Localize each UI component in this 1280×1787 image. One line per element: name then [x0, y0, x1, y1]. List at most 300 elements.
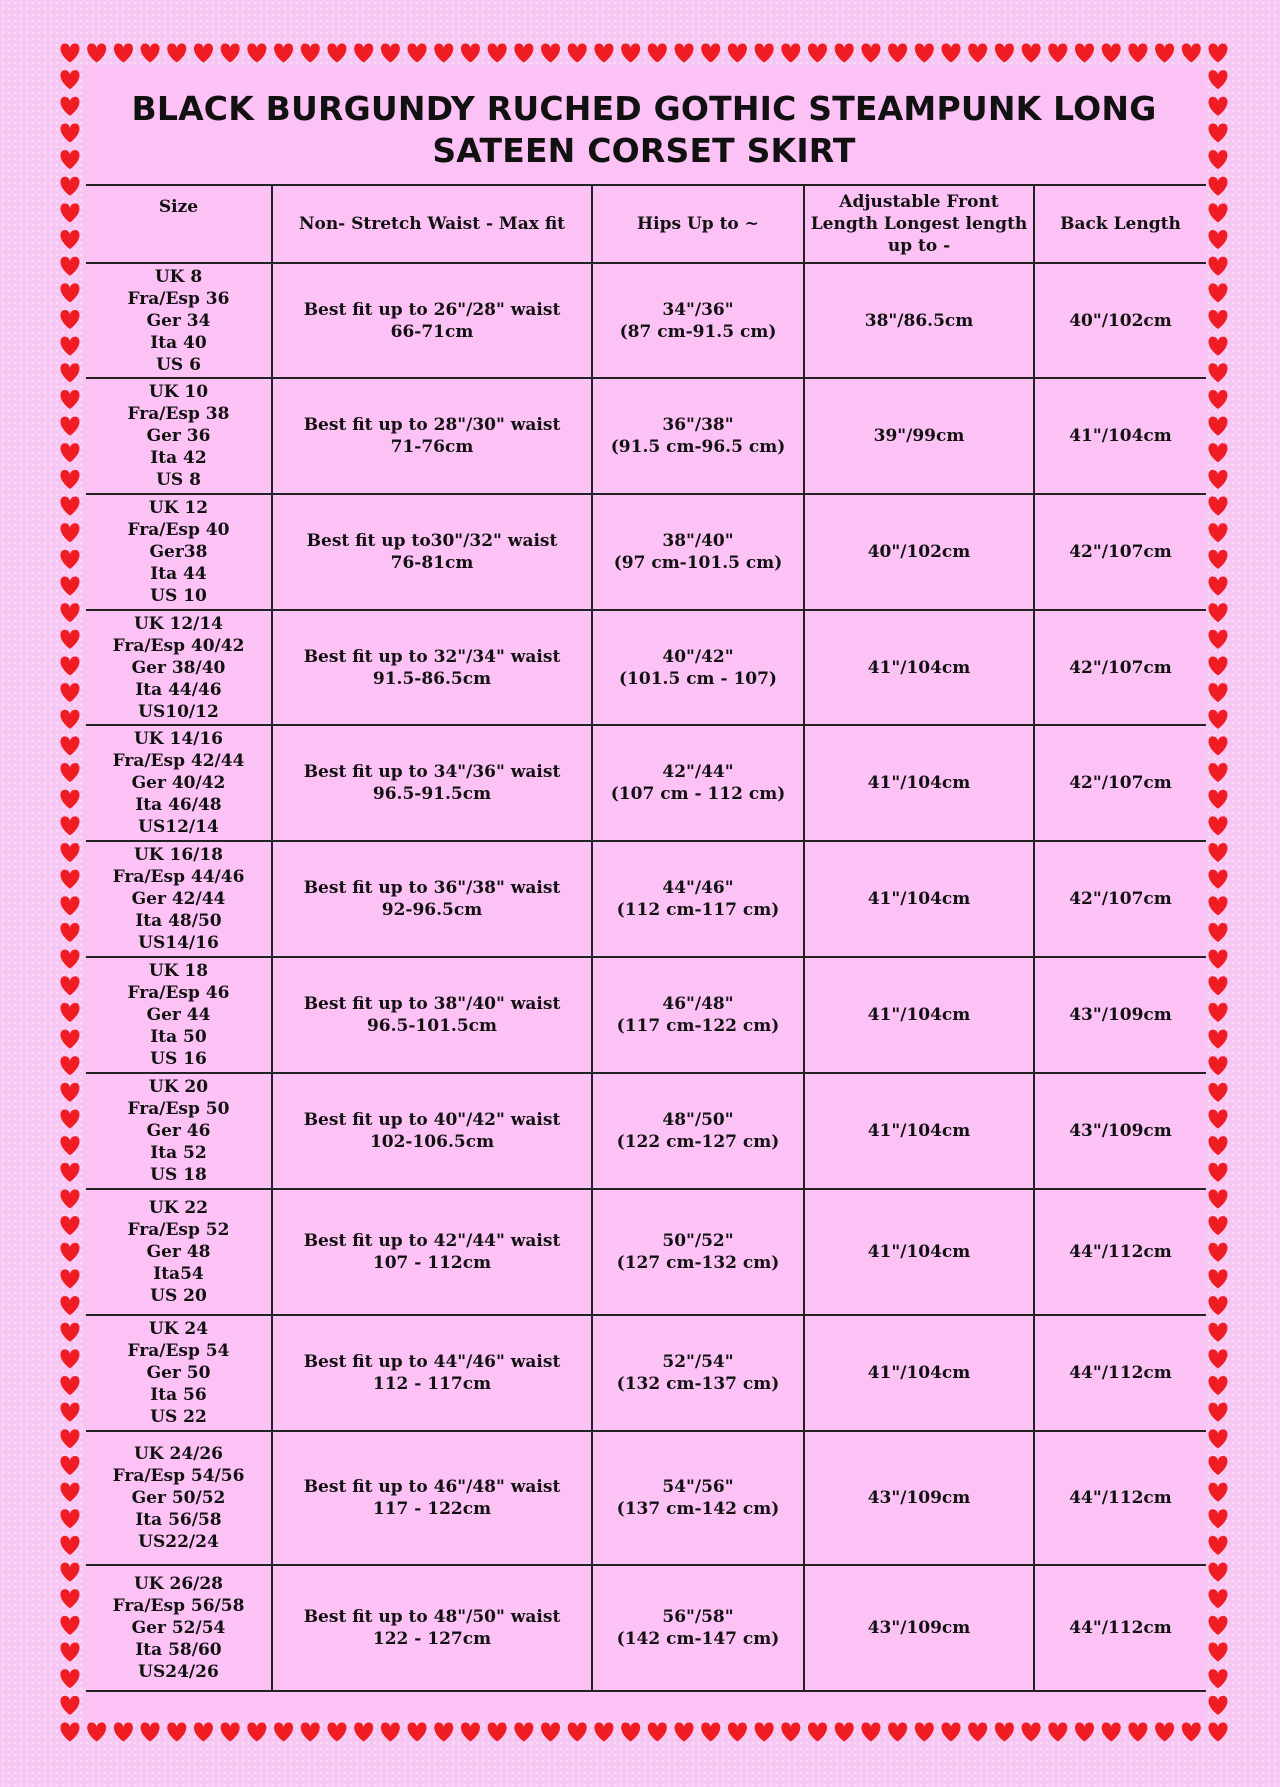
size-table	[86, 184, 1206, 1692]
heart-icon	[675, 1722, 694, 1741]
heart-icon	[1208, 150, 1227, 169]
heart-icon	[915, 1722, 934, 1741]
hips-cell	[592, 610, 804, 725]
size-cell	[86, 725, 272, 841]
heart-icon	[1208, 1003, 1227, 1022]
heart-icon	[354, 1722, 373, 1741]
size-label: UK 18	[148, 961, 209, 981]
heart-icon	[1208, 43, 1227, 62]
header-size: Size	[86, 185, 272, 263]
heart-icon	[247, 1722, 266, 1741]
header-waist: Non- Stretch Waist - Max fit	[272, 185, 592, 263]
hips-value: (87 cm-91.5 cm)	[619, 321, 777, 342]
heart-icon	[114, 1722, 133, 1741]
size-label: Fra/Esp 40/42	[112, 635, 245, 656]
waist-value: 92-96.5cm	[381, 900, 483, 920]
waist-value: 71-76cm	[390, 437, 474, 457]
waist-value: 76-81cm	[390, 553, 474, 573]
hips-cell	[592, 725, 804, 841]
heart-icon	[60, 443, 79, 462]
size-label: Ita 56/58	[135, 1510, 222, 1530]
heart-icon	[594, 1722, 613, 1741]
heart-icon	[1208, 1509, 1227, 1528]
heart-icon	[755, 43, 774, 62]
heart-icon	[60, 390, 79, 409]
back-length-cell: 42"/107cm	[1034, 494, 1206, 610]
table-row	[86, 1315, 1206, 1431]
heart-icon	[60, 1696, 79, 1715]
size-label: Ita 48/50	[135, 911, 222, 931]
heart-icon	[60, 896, 79, 915]
waist-value: 107 - 112cm	[372, 1253, 492, 1273]
heart-icon	[1208, 1030, 1227, 1049]
heart-icon	[60, 1536, 79, 1555]
heart-icon	[301, 43, 320, 62]
heart-icon	[60, 70, 79, 89]
heart-icon	[1208, 896, 1227, 915]
heart-icon	[1208, 257, 1227, 276]
waist-value: Best fit up to 46"/48" waist	[303, 1477, 561, 1497]
waist-value: 96.5-101.5cm	[366, 1016, 498, 1036]
size-label: UK 26/28	[133, 1574, 224, 1594]
heart-icon	[1208, 1056, 1227, 1075]
header-row	[86, 185, 1206, 263]
size-label: UK 24/26	[133, 1444, 224, 1464]
size-cell	[86, 1189, 272, 1315]
heart-icon	[1208, 603, 1227, 622]
heart-icon	[701, 1722, 720, 1741]
size-label: Fra/Esp 50	[127, 1099, 230, 1119]
size-label: UK 10	[148, 382, 209, 402]
heart-icon	[1208, 1323, 1227, 1342]
heart-icon	[1208, 417, 1227, 436]
heart-icon	[60, 177, 79, 196]
size-label: Ita54	[153, 1264, 204, 1284]
heart-icon	[1208, 577, 1227, 596]
hips-cell	[592, 378, 804, 494]
waist-value: 66-71cm	[390, 321, 474, 342]
heart-icon	[1208, 97, 1227, 116]
size-cell	[86, 1073, 272, 1189]
heart-icon	[541, 1722, 560, 1741]
table-row	[86, 1565, 1206, 1691]
size-label: US 10	[150, 586, 207, 606]
size-label: UK 8	[154, 266, 203, 287]
hips-value: (117 cm-122 cm)	[616, 1016, 780, 1036]
back-length-cell: 41"/104cm	[1034, 378, 1206, 494]
size-label: US 16	[150, 1049, 207, 1069]
heart-icon	[568, 43, 587, 62]
heart-icon	[1208, 736, 1227, 755]
hips-cell	[592, 1565, 804, 1691]
heart-icon	[1022, 1722, 1041, 1741]
size-label: Ita 52	[150, 1143, 207, 1163]
heart-icon	[60, 337, 79, 356]
back-length-cell: 42"/107cm	[1034, 725, 1206, 841]
heart-icon	[60, 150, 79, 169]
waist-cell	[272, 494, 592, 610]
heart-icon	[60, 1243, 79, 1262]
table-row	[86, 263, 1206, 378]
table-row	[86, 494, 1206, 610]
heart-icon	[60, 1669, 79, 1688]
heart-icon	[87, 43, 106, 62]
waist-value: 112 - 117cm	[372, 1374, 492, 1394]
heart-icon	[1208, 470, 1227, 489]
hips-value: 54"/56"	[662, 1477, 734, 1497]
header-back-length: Back Length	[1034, 185, 1206, 263]
size-label: UK 14/16	[133, 729, 224, 749]
size-label: Ger 34	[146, 310, 211, 331]
heart-icon	[942, 1722, 961, 1741]
heart-icon	[861, 43, 880, 62]
size-label: Ger 36	[146, 426, 211, 446]
hips-value: (132 cm-137 cm)	[616, 1374, 780, 1394]
hips-value: 38"/40"	[662, 531, 734, 551]
heart-icon	[60, 1563, 79, 1582]
heart-icon	[621, 43, 640, 62]
heart-icon	[1128, 43, 1147, 62]
heart-icon	[1208, 656, 1227, 675]
size-cell	[86, 1315, 272, 1431]
hips-cell	[592, 957, 804, 1073]
hips-cell	[592, 841, 804, 957]
waist-value: 122 - 127cm	[372, 1629, 492, 1649]
heart-icon	[968, 43, 987, 62]
back-length-cell: 40"/102cm	[1034, 263, 1206, 378]
size-label: Ger 50/52	[131, 1488, 226, 1508]
heart-icon	[60, 1349, 79, 1368]
heart-icon	[915, 43, 934, 62]
hips-value: (101.5 cm - 107)	[619, 668, 777, 689]
back-length-cell: 43"/109cm	[1034, 957, 1206, 1073]
heart-icon	[60, 1216, 79, 1235]
heart-icon	[194, 43, 213, 62]
waist-cell	[272, 1315, 592, 1431]
heart-icon	[60, 577, 79, 596]
heart-icon	[781, 43, 800, 62]
heart-icon	[1155, 1722, 1174, 1741]
heart-icon	[488, 43, 507, 62]
page-title	[84, 88, 1204, 172]
hips-cell	[592, 1073, 804, 1189]
heart-icon	[1208, 203, 1227, 222]
header-front-length	[804, 185, 1034, 263]
heart-icon	[60, 363, 79, 382]
heart-icon	[60, 1110, 79, 1129]
heart-icon	[60, 1722, 79, 1741]
size-label: Ger38	[149, 542, 208, 562]
heart-icon	[1155, 43, 1174, 62]
size-label: UK 20	[148, 1077, 209, 1097]
heart-icon	[1208, 1589, 1227, 1608]
size-label: US14/16	[138, 933, 219, 953]
heart-icon	[1208, 630, 1227, 649]
hips-value: 52"/54"	[662, 1352, 734, 1372]
heart-icon	[60, 97, 79, 116]
size-label: Fra/Esp 36	[127, 288, 230, 309]
heart-icon	[60, 816, 79, 835]
heart-icon	[1208, 1429, 1227, 1448]
table-row	[86, 841, 1206, 957]
heart-icon	[381, 43, 400, 62]
hips-value: 40"/42"	[662, 646, 734, 667]
heart-icon	[60, 1616, 79, 1635]
waist-value: Best fit up to30"/32" waist	[306, 531, 558, 551]
heart-icon	[60, 923, 79, 942]
hips-value: (142 cm-147 cm)	[616, 1629, 780, 1649]
table-row	[86, 378, 1206, 494]
heart-icon	[434, 43, 453, 62]
heart-icon	[541, 43, 560, 62]
table-row	[86, 1189, 1206, 1315]
heart-icon	[381, 1722, 400, 1741]
heart-icon	[808, 43, 827, 62]
heart-icon	[1208, 497, 1227, 516]
waist-cell	[272, 1565, 592, 1691]
heart-icon	[701, 43, 720, 62]
heart-icon	[60, 523, 79, 542]
heart-icon	[1182, 1722, 1201, 1741]
heart-icon	[247, 43, 266, 62]
heart-icon	[1208, 870, 1227, 889]
heart-icon	[514, 1722, 533, 1741]
heart-icon	[60, 790, 79, 809]
heart-icon	[60, 1163, 79, 1182]
heart-icon	[1208, 1536, 1227, 1555]
waist-value: Best fit up to 42"/44" waist	[303, 1231, 561, 1251]
size-label: US 22	[150, 1407, 207, 1427]
heart-icon	[1208, 1296, 1227, 1315]
hips-value: 48"/50"	[662, 1110, 734, 1130]
hips-value: 46"/48"	[662, 994, 734, 1014]
heart-icon	[621, 1722, 640, 1741]
heart-icon	[461, 43, 480, 62]
heart-icon	[141, 1722, 160, 1741]
heart-icon	[1208, 1083, 1227, 1102]
heart-icon	[861, 1722, 880, 1741]
size-label: UK 12/14	[133, 613, 224, 634]
hips-cell	[592, 494, 804, 610]
waist-cell	[272, 841, 592, 957]
heart-icon	[60, 603, 79, 622]
back-length-cell: 44"/112cm	[1034, 1315, 1206, 1431]
heart-icon	[1208, 230, 1227, 249]
heart-icon	[354, 43, 373, 62]
waist-value: Best fit up to 34"/36" waist	[303, 762, 561, 782]
heart-icon	[408, 43, 427, 62]
heart-icon	[1022, 43, 1041, 62]
heart-icon	[60, 257, 79, 276]
waist-value: Best fit up to 40"/42" waist	[303, 1110, 561, 1130]
heart-icon	[1048, 1722, 1067, 1741]
heart-icon	[1208, 683, 1227, 702]
size-label: UK 24	[148, 1319, 209, 1339]
back-length-cell: 44"/112cm	[1034, 1431, 1206, 1565]
heart-icon	[221, 1722, 240, 1741]
heart-icon	[87, 1722, 106, 1741]
heart-icon	[1208, 763, 1227, 782]
waist-cell	[272, 1189, 592, 1315]
size-label: US10/12	[138, 701, 219, 722]
heart-icon	[1208, 816, 1227, 835]
size-label: UK 22	[148, 1198, 209, 1218]
heart-icon	[1208, 123, 1227, 142]
heart-icon	[1208, 710, 1227, 729]
title-line-2: SATEEN CORSET SKIRT	[432, 131, 856, 170]
hips-cell	[592, 1315, 804, 1431]
waist-value: Best fit up to 44"/46" waist	[303, 1352, 561, 1372]
heart-icon	[1048, 43, 1067, 62]
heart-icon	[1208, 1696, 1227, 1715]
heart-icon	[1208, 1483, 1227, 1502]
hips-value: (137 cm-142 cm)	[616, 1499, 780, 1519]
heart-icon	[60, 1376, 79, 1395]
table-row	[86, 957, 1206, 1073]
size-label: US 8	[156, 470, 201, 490]
heart-icon	[1102, 1722, 1121, 1741]
heart-icon	[60, 1456, 79, 1475]
heart-icon	[1208, 1643, 1227, 1662]
heart-icon	[1075, 1722, 1094, 1741]
table-row	[86, 725, 1206, 841]
size-label: Ita 46/48	[135, 795, 222, 815]
heart-icon	[327, 43, 346, 62]
heart-icon	[1208, 843, 1227, 862]
heart-icon	[60, 470, 79, 489]
heart-icon	[995, 43, 1014, 62]
heart-icon	[1208, 177, 1227, 196]
heart-icon	[60, 1083, 79, 1102]
size-label: Ita 40	[150, 332, 207, 353]
heart-icon	[1208, 1669, 1227, 1688]
size-cell	[86, 841, 272, 957]
back-length-cell: 44"/112cm	[1034, 1565, 1206, 1691]
heart-icon	[114, 43, 133, 62]
heart-icon	[1208, 1243, 1227, 1262]
heart-icon	[648, 1722, 667, 1741]
size-label: US 20	[150, 1286, 207, 1306]
heart-icon	[60, 710, 79, 729]
header-front-line: Length Longest length	[810, 214, 1028, 234]
heart-icon	[60, 1269, 79, 1288]
heart-icon	[1208, 1376, 1227, 1395]
size-label: Ita 56	[150, 1385, 207, 1405]
size-label: US 6	[156, 354, 201, 375]
heart-icon	[1208, 283, 1227, 302]
table-row	[86, 610, 1206, 725]
heart-icon	[274, 1722, 293, 1741]
hips-value: 56"/58"	[662, 1607, 734, 1627]
heart-icon	[60, 1323, 79, 1342]
size-label: Fra/Esp 42/44	[112, 751, 245, 771]
heart-icon	[60, 310, 79, 329]
front-length-cell: 41"/104cm	[804, 1189, 1034, 1315]
heart-icon	[167, 1722, 186, 1741]
heart-icon	[60, 763, 79, 782]
heart-icon	[327, 1722, 346, 1741]
heart-icon	[514, 43, 533, 62]
waist-value: Best fit up to 26"/28" waist	[303, 299, 561, 320]
heart-icon	[1208, 1136, 1227, 1155]
heart-icon	[274, 43, 293, 62]
heart-icon	[755, 1722, 774, 1741]
size-label: Ger 42/44	[131, 889, 226, 909]
size-label: Fra/Esp 44/46	[112, 867, 245, 887]
hips-cell	[592, 1189, 804, 1315]
hips-value: (107 cm - 112 cm)	[610, 784, 786, 804]
front-length-cell: 43"/109cm	[804, 1565, 1034, 1691]
front-length-cell: 41"/104cm	[804, 725, 1034, 841]
size-label: Ita 44/46	[135, 679, 222, 700]
size-label: US24/26	[138, 1662, 219, 1682]
heart-icon	[1208, 1163, 1227, 1182]
heart-icon	[60, 1296, 79, 1315]
heart-icon	[1075, 43, 1094, 62]
waist-cell	[272, 957, 592, 1073]
hips-value: (127 cm-132 cm)	[616, 1253, 780, 1273]
heart-icon	[434, 1722, 453, 1741]
heart-icon	[675, 43, 694, 62]
size-label: Ger 38/40	[131, 657, 226, 678]
size-label: Ger 44	[146, 1005, 211, 1025]
heart-icon	[1208, 1616, 1227, 1635]
heart-icon	[1208, 1189, 1227, 1208]
heart-icon	[1208, 1722, 1227, 1741]
heart-icon	[1208, 950, 1227, 969]
heart-icon	[1208, 443, 1227, 462]
hips-value: 44"/46"	[662, 878, 734, 898]
hips-value: 36"/38"	[662, 415, 734, 435]
front-length-cell: 41"/104cm	[804, 841, 1034, 957]
heart-icon	[60, 843, 79, 862]
waist-cell	[272, 1073, 592, 1189]
heart-icon	[60, 1589, 79, 1608]
front-length-cell: 41"/104cm	[804, 1315, 1034, 1431]
waist-value: Best fit up to 48"/50" waist	[303, 1607, 561, 1627]
heart-icon	[60, 950, 79, 969]
front-length-cell: 41"/104cm	[804, 1073, 1034, 1189]
hips-value: (112 cm-117 cm)	[616, 900, 780, 920]
waist-value: Best fit up to 28"/30" waist	[303, 415, 561, 435]
waist-value: 96.5-91.5cm	[372, 784, 492, 804]
heart-icon	[60, 550, 79, 569]
waist-value: 117 - 122cm	[372, 1499, 492, 1519]
hips-value: 50"/52"	[662, 1231, 734, 1251]
waist-value: 91.5-86.5cm	[372, 668, 492, 689]
heart-icon	[461, 1722, 480, 1741]
size-label: Fra/Esp 52	[127, 1220, 230, 1240]
header-front-line: up to -	[887, 236, 951, 256]
size-cell	[86, 610, 272, 725]
heart-icon	[1128, 1722, 1147, 1741]
size-label: Fra/Esp 56/58	[112, 1596, 245, 1616]
hips-value: (122 cm-127 cm)	[616, 1132, 780, 1152]
size-label: US 18	[150, 1165, 207, 1185]
heart-icon	[60, 230, 79, 249]
heart-icon	[808, 1722, 827, 1741]
hips-value: (97 cm-101.5 cm)	[613, 553, 783, 573]
waist-cell	[272, 610, 592, 725]
heart-icon	[1208, 310, 1227, 329]
heart-icon	[1208, 1563, 1227, 1582]
heart-icon	[194, 1722, 213, 1741]
front-length-cell: 41"/104cm	[804, 957, 1034, 1073]
heart-icon	[1208, 1110, 1227, 1129]
size-label: Ger 48	[146, 1242, 211, 1262]
front-length-cell: 43"/109cm	[804, 1431, 1034, 1565]
heart-icon	[60, 43, 79, 62]
